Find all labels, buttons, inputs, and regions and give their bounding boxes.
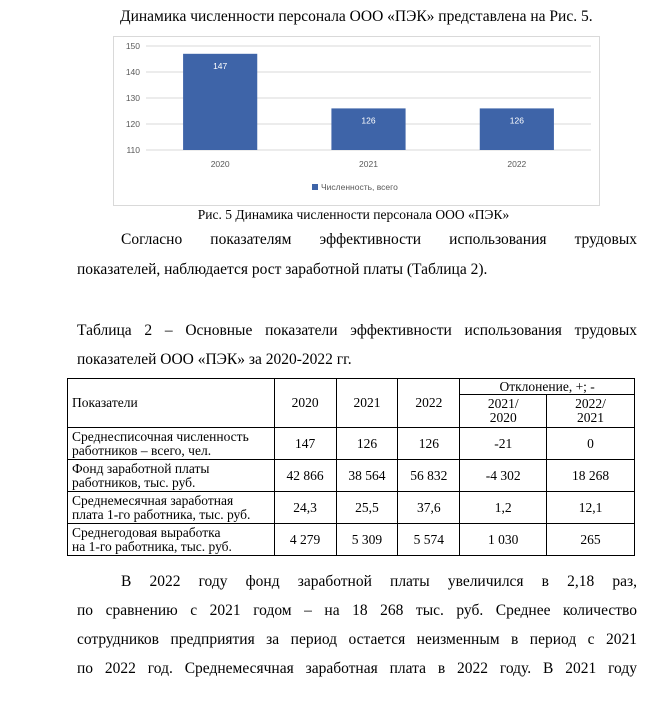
y-tick-label: 110 — [126, 145, 140, 155]
legend-label: Численность, всего — [321, 182, 398, 192]
table-cell: 38 564 — [336, 460, 398, 492]
paragraph2-line4: по 2022 год. Среднемесячная заработная плата в 2022 году. В 2021 году — [77, 660, 637, 677]
table-cell: -4 302 — [460, 460, 547, 492]
x-tick-label: 2021 — [359, 159, 378, 169]
row-label-line2: на 1-го работника, тыс. руб. — [72, 538, 232, 554]
table-row — [68, 428, 635, 460]
table-cell: 18 268 — [547, 460, 635, 492]
header-dev-col-bottom: 2020 — [489, 410, 517, 425]
data-label: 126 — [361, 115, 376, 126]
header-year: 2021 — [336, 379, 398, 428]
table-cell: 37,6 — [398, 492, 460, 524]
header-dev-col — [547, 395, 635, 428]
header-dev-col — [460, 395, 547, 428]
row-label-line1: Среднегодовая выработка — [72, 524, 221, 540]
table-cell: 1,2 — [460, 492, 547, 524]
table-cell: 265 — [547, 524, 635, 556]
bar-chart — [113, 36, 600, 206]
legend-swatch — [312, 184, 318, 190]
row-label-line1: Среднемесячная заработная — [72, 492, 234, 508]
table-cell: 56 832 — [398, 460, 460, 492]
row-label-line1: Фонд заработной платы — [72, 460, 210, 476]
paragraph2-line1: В 2022 году фонд заработной платы увеличился в 2,18 раз, — [121, 573, 637, 590]
paragraph1-line2: показателей, наблюдается рост заработной платы (Таблица 2). — [77, 261, 488, 278]
table-cell: 5 309 — [336, 524, 398, 556]
table-cell: 4 279 — [274, 524, 336, 556]
table-row — [68, 460, 635, 492]
table-cell: 1 030 — [460, 524, 547, 556]
table-row — [68, 524, 635, 556]
row-label-line1: Среднесписочная численность — [72, 428, 249, 444]
table-header-row — [68, 379, 635, 395]
table-cell: 25,5 — [336, 492, 398, 524]
header-dev-col-top: 2022/ — [575, 396, 606, 411]
table-row — [68, 492, 635, 524]
header-dev-col-top: 2021/ — [487, 396, 519, 411]
table-cell: 126 — [398, 428, 460, 460]
row-label — [68, 492, 275, 524]
table-cell: 0 — [547, 428, 635, 460]
table-title-line1: Таблица 2 – Основные показатели эффективности использования трудовых — [77, 322, 637, 339]
table-cell: 12,1 — [547, 492, 635, 524]
table-title-line2: показателей ООО «ПЭК» за 2020-2022 гг. — [77, 351, 352, 368]
table-cell: -21 — [460, 428, 547, 460]
row-label — [68, 460, 275, 492]
x-tick-label: 2022 — [507, 159, 527, 169]
indicators-table — [67, 378, 635, 556]
y-tick-label: 130 — [125, 93, 140, 103]
legend — [312, 182, 398, 192]
figure-caption: Рис. 5 Динамика численности персонала ООО «ПЭК» — [197, 207, 510, 222]
header-dev-col-bottom: 2021 — [577, 410, 605, 425]
paragraph1-line1: Согласно показателям эффективности использования трудовых — [121, 231, 637, 248]
table-cell: 5 574 — [398, 524, 460, 556]
table-cell: 42 866 — [274, 460, 336, 492]
table-cell: 24,3 — [274, 492, 336, 524]
intro-line: Динамика численности персонала ООО «ПЭК» представлена на Рис. 5. — [120, 8, 593, 25]
y-tick-label: 120 — [125, 119, 140, 129]
row-label-line2: работников, тыс. руб. — [72, 474, 196, 490]
y-tick-label: 140 — [125, 67, 140, 77]
header-indicator: Показатели — [68, 379, 275, 428]
data-label: 126 — [509, 115, 524, 126]
header-deviation: Отклонение, +; - — [460, 379, 635, 395]
row-label-line2: плата 1-го работника, тыс. руб. — [72, 506, 251, 522]
row-label-line2: работников – всего, чел. — [72, 442, 212, 458]
table-cell: 147 — [274, 428, 336, 460]
paragraph2-line2: по сравнению с 2021 годом – на 18 268 тыс. руб. Среднее количество — [77, 602, 637, 619]
row-label — [68, 428, 275, 460]
row-label — [68, 524, 275, 556]
data-label: 147 — [213, 60, 228, 71]
y-tick-label: 150 — [125, 41, 140, 51]
header-year: 2022 — [398, 379, 460, 428]
header-year: 2020 — [274, 379, 336, 428]
table-cell: 126 — [336, 428, 398, 460]
x-tick-label: 2020 — [210, 159, 230, 169]
paragraph2-line3: сотрудников предприятия за период остается неизменным в период с 2021 — [77, 631, 637, 648]
